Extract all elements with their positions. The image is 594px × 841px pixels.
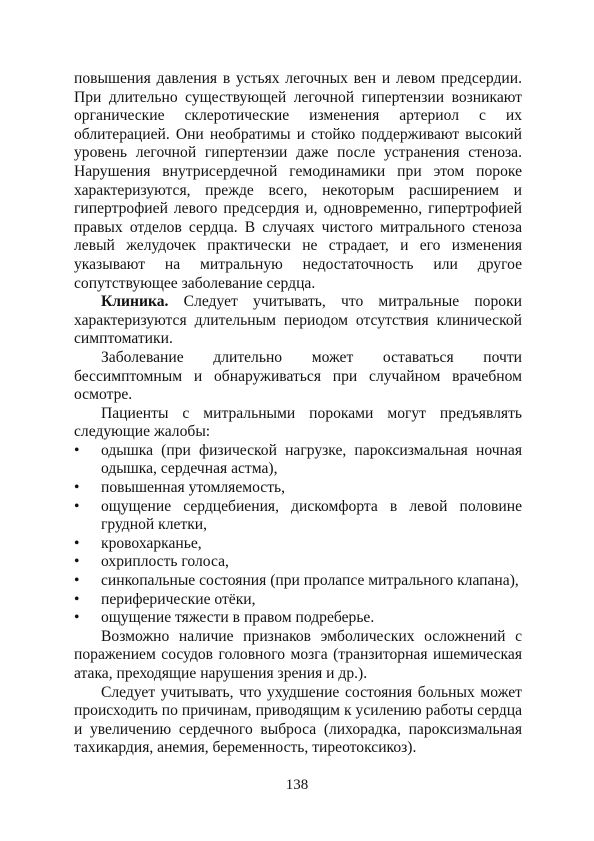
- paragraph-complaints-intro: Пациенты с митральными пороками могут предъявлять следующие жалобы:: [74, 404, 522, 441]
- list-item: [74, 442, 522, 479]
- bullet-icon: •: [74, 572, 80, 590]
- complaints-list: [74, 442, 522, 628]
- paragraph-embolic: Возможно наличие признаков эмболических осложнений с поражением сосудов головного мозга (транзиторная ишемическая атака, преходящие нарушения зрения и др.).: [74, 627, 522, 682]
- page-body: [74, 70, 522, 758]
- paragraph-clinic: [74, 293, 522, 349]
- list-item-text: повышенная утомляемость,: [101, 479, 286, 497]
- list-item-text: ощущение сердцебиения, дискомфорта в левой половине грудной клетки,: [101, 497, 522, 534]
- list-item-text: периферические отёки,: [101, 590, 256, 608]
- list-item-text: синкопальные состояния (при пролапсе митрального клапана),: [101, 572, 519, 590]
- page-number: 138: [285, 777, 309, 793]
- clinic-text: Следует учитывать, что митральные пороки характеризуются длительным периодом отсутствия клинической симптоматики.: [74, 293, 522, 348]
- paragraph-asymptomatic: Заболевание длительно может оставаться почти бессимптомным и обнаруживаться при случайном врачебном осмотре.: [74, 348, 522, 404]
- paragraph-pathogenesis: повышения давления в устьях легочных вен и левом предсердии. При длительно существующей легочной гипертензии возникают органические склеротические изменения артериол с их облитерацией. Они необратимы и стойко поддерживают высокий уровень легочной гипертензии даже после устранения стеноза. Нарушения внутрисердечной гемодинамики при этом пороке характеризуются, прежде всего, некоторым расширением и гипертрофией левого предсердия и, одновременно, гипертрофией правых отделов сердца. В случаях чистого митрального стеноза левый желудочек практически не страдает, и его изменения указывают на митральную недостаточность или другое сопутствующее заболевание сердца.: [74, 70, 522, 292]
- list-item: [74, 553, 522, 572]
- bullet-icon: •: [74, 497, 80, 515]
- list-item-text: одышка (при физической нагрузке, пароксизмальная ночная одышка, сердечная астма),: [101, 441, 522, 478]
- bullet-icon: •: [74, 534, 80, 552]
- bullet-icon: •: [74, 479, 80, 497]
- bullet-icon: •: [74, 590, 80, 608]
- list-item: [74, 572, 522, 591]
- bullet-icon: •: [74, 609, 80, 627]
- paragraph-worsening: Следует учитывать, что ухудшение состояния больных может происходить по причинам, приводящим к усилению работы сердца и увеличению сердечного выброса (лихорадка, пароксизмальная тахикардия, анемия, беременность, тиреотоксикоз).: [74, 683, 522, 757]
- list-item: [74, 479, 522, 498]
- list-item: [74, 535, 522, 554]
- list-item-text: охриплость голоса,: [101, 553, 229, 571]
- list-item-text: ощущение тяжести в правом подреберье.: [101, 609, 375, 627]
- list-item: [74, 609, 522, 628]
- list-item: [74, 591, 522, 610]
- list-item: [74, 498, 522, 535]
- list-item-text: кровохарканье,: [101, 534, 202, 552]
- clinic-heading: Клиника.: [101, 293, 169, 311]
- bullet-icon: •: [74, 553, 80, 571]
- bullet-icon: •: [74, 441, 80, 459]
